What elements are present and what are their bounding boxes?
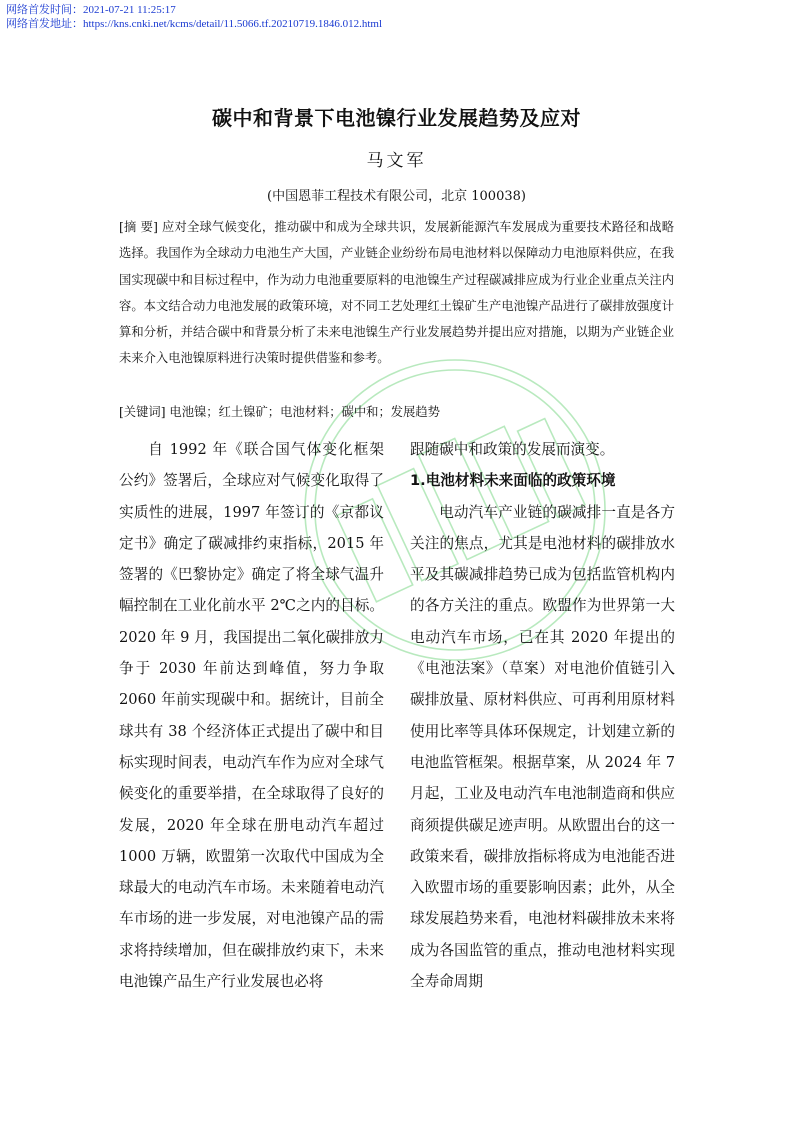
abstract: [摘 要] 应对全球气候变化，推动碳中和成为全球共识，发展新能源汽车发展成为重要技术路径和战略选择。我国作为全球动力电池生产大国，产业链企业纷纷布局电池材料以保障动力电池原料供应，在我国实现碳中和目标过程中，作为动力电池重要原料的电池镍生产过程碳减排应成为行业企业重点关注内容。本文结合动力电池发展的政策环境，对不同工艺处理红土镍矿生产电池镍产品进行了碳排放强度计算和分析，并结合碳中和背景分析了未来电池镍生产行业发展趋势并提出应对措施，以期为产业链企业未来介入电池镍原料进行决策时提供借鉴和参考。 (119, 220, 674, 366)
publication-url-label: 网络首发地址： (6, 18, 83, 30)
publication-time: 2021-07-21 11:25:17 (83, 4, 176, 16)
body-column-left (119, 434, 384, 997)
keywords: [关键词] 电池镍；红土镍矿；电池材料；碳中和；发展趋势 (119, 405, 440, 419)
publication-url-row (6, 17, 382, 31)
section-heading-1: 1.电池材料未来面临的政策环境 (410, 472, 616, 490)
intro-paragraph-continuation: 跟随碳中和政策的发展而演变。 (410, 441, 615, 458)
author-affiliation: (中国恩菲工程技术有限公司，北京 100038) (267, 189, 526, 204)
publication-time-label: 网络首发时间： (6, 4, 83, 16)
paper-title: 碳中和背景下电池镍行业发展趋势及应对 (212, 106, 581, 130)
publication-url-link[interactable]: https://kns.cnki.net/kcms/detail/11.5066.tf.20210719.1846.012.html (83, 18, 383, 30)
publication-meta (6, 3, 382, 31)
section-1-paragraph: 电动汽车产业链的碳减排一直是各方关注的焦点，尤其是电池材料的碳排放水平及其碳减排趋势已成为包括监管机构内的各方关注的重点。欧盟作为世界第一大电动汽车市场，已在其 2020 年提出的《电池法案》（草案）对电池价值链引入碳排放量、原材料供应、可再利用原材料使用比率等具体环保规定，计划建立新的电池监管框架。根据草案，从 2024 年 7 月起，工业及电动汽车电池制造商和供应商须提供碳足迹声明。从欧盟出台的这一政策来看，碳排放指标将成为电池能否进入欧盟市场的重要影响因素；此外，从全球发展趋势来看，电池材料碳排放未来将成为各国监管的重点，推动电池材料实现全寿命周期 (410, 503, 675, 991)
body-column-right (410, 434, 675, 997)
intro-paragraph: 自 1992 年《联合国气体变化框架公约》签署后，全球应对气候变化取得了实质性的进展，1997 年签订的《京都议定书》确定了碳减排约束指标，2015 年签署的《巴黎协定》确定了将全球气温升幅控制在工业化前水平 2℃之内的目标。2020 年 9 月，我国提出二氧化碳排放力争于 2030 年前达到峰值，努力争取 2060 年前实现碳中和。据统计，目前全球共有 38 个经济体正式提出了碳中和目标实现时间表，电动汽车作为应对全球气候变化的重要举措，在全球取得了良好的发展，2020 年全球在册电动汽车超过 1000 万辆，欧盟第一次取代中国成为全球最大的电动汽车市场。未来随着电动汽车市场的进一步发展，对电池镍产品的需求将持续增加，但在碳排放约束下，未来电池镍产品生产行业发展也必将 (119, 441, 384, 991)
publication-time-row (6, 3, 382, 17)
paper-author: 马文军 (366, 151, 427, 171)
